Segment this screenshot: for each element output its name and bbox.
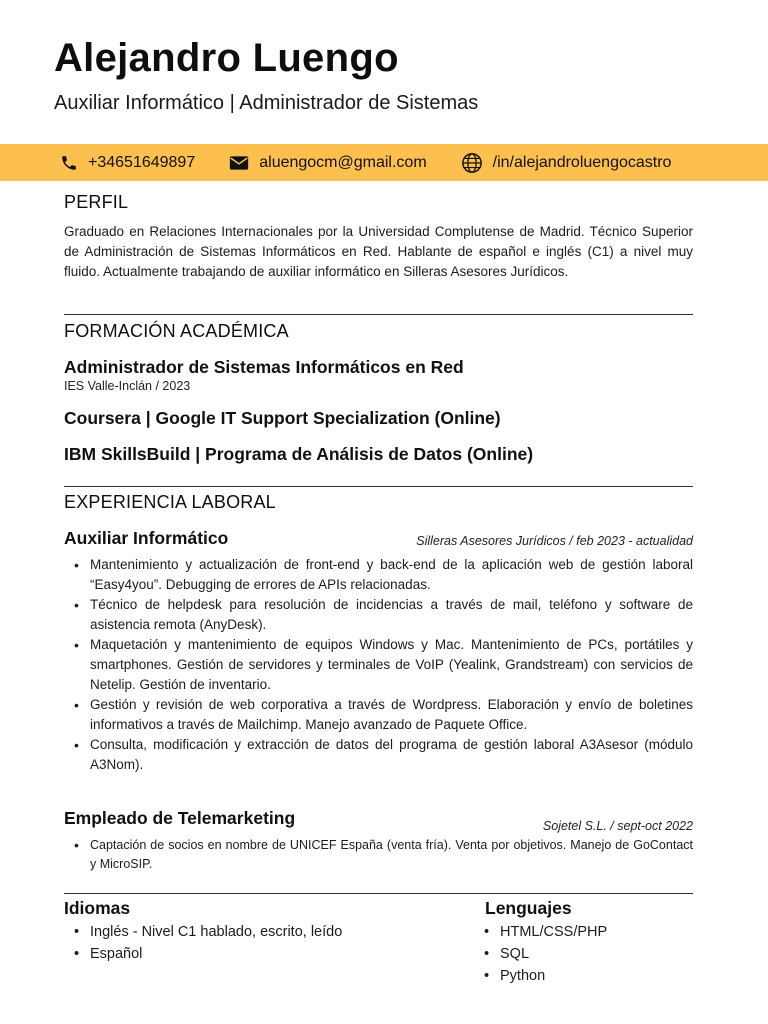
phone-text: +34651649897 — [88, 153, 196, 171]
contact-band — [0, 144, 768, 181]
lenguajes-heading: Lenguajes — [485, 898, 572, 918]
job-meta: Sojetel S.L. / sept-oct 2022 — [542, 819, 693, 833]
list-item: • HTML/CSS/PHP — [482, 921, 607, 943]
candidate-subtitle: Auxiliar Informático | Administrador de Sistemas — [54, 92, 479, 114]
divider — [64, 893, 693, 894]
job-meta: Silleras Asesores Jurídicos / feb 2023 - actualidad — [416, 534, 693, 548]
list-item: • Mantenimiento y actualización de front-end y back-end de la aplicación web de gestión laboral “Easy4you”. Debugging de errores de APIs relacionadas. — [72, 555, 693, 595]
list-item: • Maquetación y mantenimiento de equipos Windows y Mac. Mantenimiento de PCs, portátiles y smartphones. Gestión de servidores y terminales de VoIP (Yealink, Grandstream) con servicios de Netelip. Gestión de inventario. — [72, 635, 693, 695]
mail-icon — [229, 155, 249, 171]
divider — [64, 314, 693, 315]
perfil-heading: PERFIL — [64, 192, 129, 212]
perfil-text: Graduado en Relaciones Internacionales por la Universidad Complutense de Madrid. Técnico Superior de Administración de Sistemas Informáticos en Red. Hablante de español e inglés (C1) a nivel muy fluido. Actualmente trabajando de auxiliar informático en Silleras Asesores Jurídicos. — [64, 224, 693, 280]
contact-linkedin[interactable] — [461, 152, 672, 174]
lenguajes-list — [482, 921, 607, 987]
globe-icon — [461, 152, 483, 174]
phone-icon — [60, 154, 78, 172]
list-item: • Python — [482, 965, 607, 987]
email-text: aluengocm@gmail.com — [259, 153, 427, 171]
contact-phone[interactable] — [60, 154, 195, 172]
idiomas-heading: Idiomas — [64, 898, 131, 918]
experiencia-heading: EXPERIENCIA LABORAL — [64, 492, 276, 512]
list-item: • Español — [72, 943, 342, 965]
list-item: • Técnico de helpdesk para resolución de incidencias a través de mail, teléfono y software de asistencia remota (AnyDesk). — [72, 595, 693, 635]
candidate-name: Alejandro Luengo — [54, 36, 399, 80]
list-item: • Inglés - Nivel C1 hablado, escrito, leído — [72, 921, 342, 943]
list-item: • Consulta, modificación y extracción de datos del programa de gestión laboral A3Asesor (módulo A3Nom). — [72, 735, 693, 775]
course-title: Coursera | Google IT Support Specialization (Online) — [64, 408, 501, 428]
list-item: • Gestión y revisión de web corporativa a través de Wordpress. Elaboración y envío de boletines informativos a través de Mailchimp. Manejo avanzado de Paquete Office. — [72, 695, 693, 735]
idiomas-list — [72, 921, 342, 965]
job-title: Auxiliar Informático — [64, 528, 229, 548]
list-item: • Captación de socios en nombre de UNICEF España (venta fría). Venta por objetivos. Manejo de GoContact y MicroSIP. — [72, 836, 693, 874]
degree-title: Administrador de Sistemas Informáticos en Red — [64, 357, 464, 377]
degree-sub: IES Valle-Inclán / 2023 — [64, 379, 191, 393]
formacion-heading: FORMACIÓN ACADÉMICA — [64, 321, 289, 341]
job-title: Empleado de Telemarketing — [64, 808, 296, 828]
divider — [64, 486, 693, 487]
job-bullets — [72, 836, 693, 874]
list-item: • SQL — [482, 943, 607, 965]
course-title: IBM SkillsBuild | Programa de Análisis de Datos (Online) — [64, 444, 534, 464]
linkedin-text: /in/alejandroluengocastro — [492, 153, 672, 171]
contact-email[interactable] — [229, 154, 426, 172]
job-bullets — [72, 555, 693, 775]
